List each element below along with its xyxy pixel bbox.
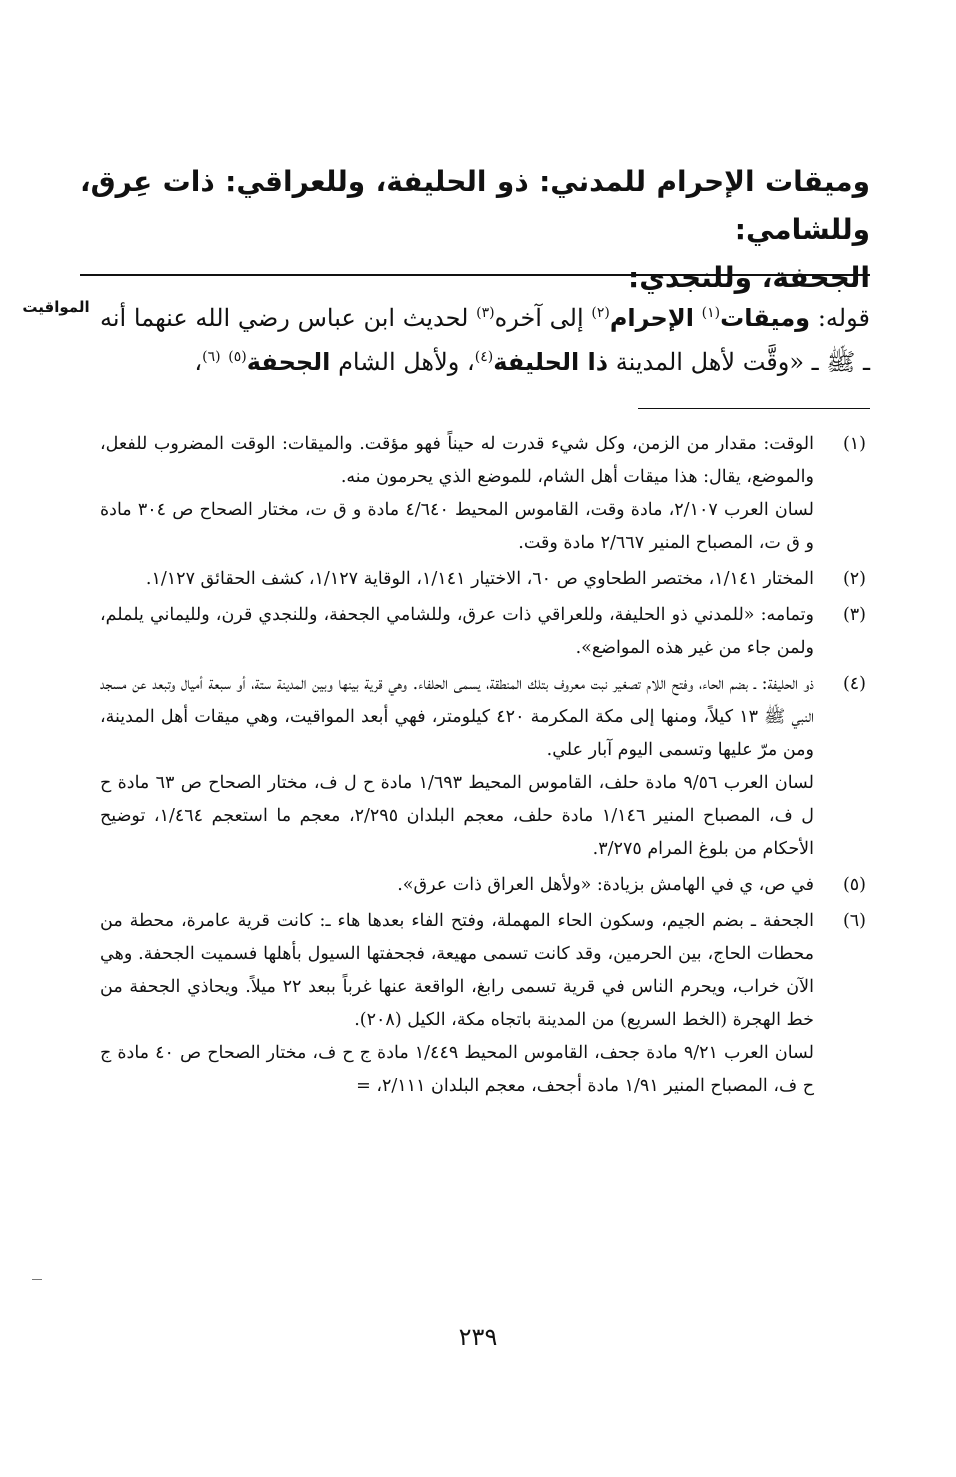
commentary-text: قوله: وميقات$^{(١)}$ الإحرام$^{(٢)}$ إلى آخره$^{(٣)}$ لحديث ابن عباس رضي الله عنهما أنه ـ ﷺ ـ «وقَّت لأهل المدينة ذا الحليفة$^{(٤)}$، ولأهل الشام الجحفة$^{(٥)}$ $^{(٦)}$،	[100, 304, 870, 376]
footnote-number: (٦)	[842, 911, 866, 931]
footnote-number: (٢)	[842, 569, 866, 589]
footnote-5: (٥) في ص، ي في الهامش بزيادة: «ولأهل العراق ذات عرق».	[100, 869, 870, 902]
page-number: ٢٣٩	[458, 1323, 498, 1351]
term-juhfa: الجحفة	[246, 348, 331, 376]
term-dhul-hulayfa: ذا الحليفة	[493, 348, 609, 376]
margin-mark	[32, 1279, 42, 1280]
footnote-number: (٥)	[842, 875, 866, 895]
footnote-6: (٦) الجحفة ـ بضم الجيم، وسكون الحاء المهملة، وفتح الفاء بعدها هاء ـ: كانت قرية عامرة، محطة من محطات الحاج، بين الحرمين، وقد كانت تسمى مهيعة، فجحفتها السيول بأهلها فسميت الجحفة. وهي الآن خراب، ويحرم الناس في قرية تسمى رابغ، الواقعة عنها غرباً ببعد ٢٢ ميلاً. ويحاذي الجحفة من خط الهجرة (الخط السريع) من المدينة باتجاه مكة، الكيل (٢٠٨). لسان العرب ٩/٢١ مادة جحف، القاموس المحيط ١/٤٤٩ مادة ج ح ف، مختار الصحاح ص ٤٠ مادة ج ح ف، المصباح المنير ١/٩١ مادة أجحف، معجم البلدان ٢/١١١، =	[100, 905, 870, 1103]
main-divider	[80, 274, 870, 276]
footnote-4: (٤) ذو الحليفة: ـ بضم الحاء، وفتح اللام تصغير نبت معروف بتلك المنطقة، يسمى الحلفاء. وهي قرية بينها وبين المدينة ستة، أو سبعة أميال وتبعد عن مسجد النبي ﷺ ١٣ كيلاً، ومنها إلى مكة المكرمة ٤٢٠ كيلومتر، فهي أبعد المواقيت، وهي ميقات أهل المدينة، ومن مرّ عليها وتسمى اليوم آبار علي. لسان العرب ٩/٥٦ مادة حلف، القاموس المحيط ١/٦٩٣ مادة ح ل ف، مختار الصحاح ص ٦٣ مادة ح ل ف، المصباح المنير ١/١٤٦ مادة حلف، معجم البلدان ٢/٢٩٥، معجم ما استعجم ١/٤٦٤، توضيح الأحكام من بلوغ المرام ٣/٢٧٥.	[100, 668, 870, 866]
matn-line-1: وميقات الإحرام للمدني: ذو الحليفة، وللعراقي: ذات عِرق، وللشامي:	[80, 165, 870, 246]
matn-line-2: الجحفة، وللنجدي:	[628, 261, 870, 294]
term-miqat: وميقات	[720, 304, 811, 332]
term-ihram: الإحرام	[609, 304, 694, 332]
footnote-number: (٣)	[842, 605, 866, 625]
footnote-divider	[638, 408, 870, 409]
footnote-3: (٣) وتمامه: «للمدني ذو الحليفة، وللعراقي ذات عرق، وللشامي الجحفة، وللنجدي قرن، ولليماني يلملم، ولمن جاء من غير هذه المواضع».	[100, 599, 870, 665]
footnotes	[100, 428, 870, 1106]
footnote-number: (٤)	[842, 674, 866, 694]
footnote-number: (١)	[842, 434, 866, 454]
footnote-2: (٢) المختار ١/١٤١، مختصر الطحاوي ص ٦٠، الاختيار ١/١٤١، الوقاية ١/١٢٧، كشف الحقائق ١/١٢٧.	[100, 563, 870, 596]
matn-text	[80, 158, 870, 302]
margin-heading: المواقيت	[22, 298, 90, 316]
footnote-1: (١) الوقت: مقدار من الزمن، وكل شيء قدرت له حيناً فهو مؤقت. والميقات: الوقت المضروب للفعل، والموضع، يقال: هذا ميقات أهل الشام، للموضع الذي يحرمون منه. لسان العرب ٢/١٠٧، مادة وقت، القاموس المحيط ٤/٦٤٠ مادة و ق ت، مختار الصحاح ص ٣٠٤ مادة و ق ت، المصباح المنير ٢/٦٦٧ مادة وقت.	[100, 428, 870, 560]
